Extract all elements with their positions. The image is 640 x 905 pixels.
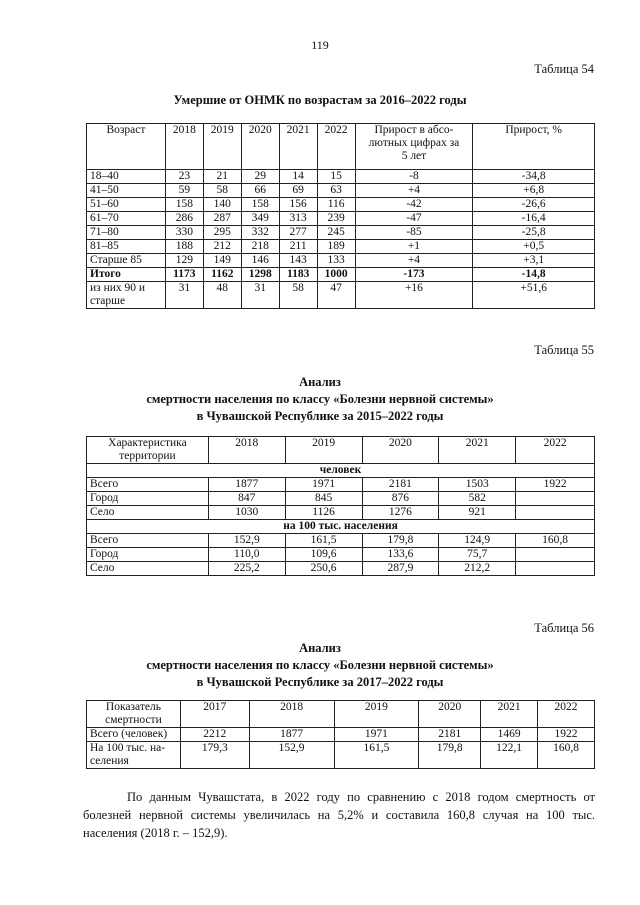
- cell: 1173: [165, 268, 203, 282]
- title-line: Анализ: [299, 375, 341, 389]
- cell: 81–85: [87, 240, 166, 254]
- table-55-label: Таблица 55: [534, 343, 594, 357]
- cell: 1030: [208, 506, 285, 520]
- cell: Всего (человек): [87, 728, 181, 742]
- cell: 110,0: [208, 548, 285, 562]
- table-55: [86, 436, 595, 576]
- cell: 129: [165, 254, 203, 268]
- cell: 63: [317, 184, 355, 198]
- table-54-header-row: [87, 124, 595, 170]
- cell: 140: [203, 198, 241, 212]
- header-cell: 2019: [285, 437, 362, 464]
- table-55-title: [0, 374, 640, 425]
- cell: 1298: [241, 268, 279, 282]
- cell: 277: [279, 226, 317, 240]
- table-row: [87, 548, 595, 562]
- table-row: [87, 562, 595, 576]
- cell: 21: [203, 170, 241, 184]
- cell: 876: [362, 492, 439, 506]
- header-cell: [87, 701, 181, 728]
- table-56-title: [0, 640, 640, 691]
- header-cell: 2022: [317, 124, 355, 170]
- cell: 250,6: [285, 562, 362, 576]
- header-cell: Прирост, %: [473, 124, 595, 170]
- header-cell-growth-abs: [355, 124, 473, 170]
- cell: 124,9: [439, 534, 516, 548]
- title-line: Анализ: [299, 641, 341, 655]
- header-line: Прирост в абсо-: [374, 124, 454, 136]
- cell: 152,9: [249, 742, 334, 769]
- title-line: смертности населения по классу «Болезни нервной системы»: [146, 658, 494, 672]
- cell: 23: [165, 170, 203, 184]
- cell: 161,5: [285, 534, 362, 548]
- title-line: смертности населения по классу «Болезни нервной системы»: [146, 392, 494, 406]
- cell: 133,6: [362, 548, 439, 562]
- header-cell: [87, 437, 209, 464]
- cell: 18–40: [87, 170, 166, 184]
- cell: 31: [165, 282, 203, 309]
- cell: 75,7: [439, 548, 516, 562]
- table-row: [87, 506, 595, 520]
- cell: +4: [355, 254, 473, 268]
- header-cell: 2022: [516, 437, 595, 464]
- header-cell: 2021: [481, 701, 538, 728]
- cell: 1971: [334, 728, 419, 742]
- table-row: [87, 212, 595, 226]
- header-cell: 2021: [439, 437, 516, 464]
- cell: 58: [279, 282, 317, 309]
- cell: -85: [355, 226, 473, 240]
- cell: 149: [203, 254, 241, 268]
- cell: 59: [165, 184, 203, 198]
- cell: 158: [165, 198, 203, 212]
- table-row: [87, 184, 595, 198]
- cell: [516, 506, 595, 520]
- cell-line: старше: [90, 295, 126, 307]
- header-line: смертности: [105, 714, 162, 726]
- header-cell: 2021: [279, 124, 317, 170]
- header-cell: 2019: [334, 701, 419, 728]
- cell: Город: [87, 548, 209, 562]
- cell: 287,9: [362, 562, 439, 576]
- cell: 66: [241, 184, 279, 198]
- cell: [516, 562, 595, 576]
- cell: 212: [203, 240, 241, 254]
- cell: 146: [241, 254, 279, 268]
- cell: 582: [439, 492, 516, 506]
- cell: -25,8: [473, 226, 595, 240]
- table-56: [86, 700, 595, 769]
- section-row: [87, 464, 595, 478]
- cell: +3,1: [473, 254, 595, 268]
- cell: 160,8: [516, 534, 595, 548]
- cell: [516, 548, 595, 562]
- cell-line: из них 90 и: [90, 282, 146, 294]
- table-row: [87, 226, 595, 240]
- table-row: [87, 492, 595, 506]
- table-54: [86, 123, 595, 309]
- cell: 921: [439, 506, 516, 520]
- cell: 225,2: [208, 562, 285, 576]
- table-row: [87, 170, 595, 184]
- section-label: на 100 тыс. населения: [87, 520, 595, 534]
- cell: 2212: [180, 728, 249, 742]
- header-cell: 2022: [538, 701, 595, 728]
- cell: Итого: [87, 268, 166, 282]
- cell: -42: [355, 198, 473, 212]
- cell: 29: [241, 170, 279, 184]
- cell: +4: [355, 184, 473, 198]
- cell: -14,8: [473, 268, 595, 282]
- cell: 109,6: [285, 548, 362, 562]
- section-row: [87, 520, 595, 534]
- header-cell: 2020: [362, 437, 439, 464]
- title-line: в Чувашской Республике за 2017–2022 годы: [196, 675, 444, 689]
- cell: Село: [87, 562, 209, 576]
- cell: 1922: [516, 478, 595, 492]
- cell: 211: [279, 240, 317, 254]
- table-row: [87, 198, 595, 212]
- cell: 31: [241, 282, 279, 309]
- cell: Старше 85: [87, 254, 166, 268]
- cell: -47: [355, 212, 473, 226]
- header-line: Показатель: [105, 701, 161, 713]
- table-54-title: Умершие от ОНМК по возрастам за 2016–2022 годы: [173, 93, 467, 107]
- cell: 188: [165, 240, 203, 254]
- cell: 1922: [538, 728, 595, 742]
- table-row: [87, 728, 595, 742]
- cell: 2181: [419, 728, 481, 742]
- cell: [516, 492, 595, 506]
- cell: 51–60: [87, 198, 166, 212]
- header-cell: 2018: [208, 437, 285, 464]
- cell: -26,6: [473, 198, 595, 212]
- cell: 179,3: [180, 742, 249, 769]
- cell: Всего: [87, 534, 209, 548]
- cell: +51,6: [473, 282, 595, 309]
- cell: Село: [87, 506, 209, 520]
- header-cell: 2017: [180, 701, 249, 728]
- cell: Всего: [87, 478, 209, 492]
- cell: 295: [203, 226, 241, 240]
- header-line: территории: [119, 450, 176, 462]
- cell: 48: [203, 282, 241, 309]
- cell: 218: [241, 240, 279, 254]
- table-54-label: Таблица 54: [534, 62, 594, 76]
- header-cell: 2019: [203, 124, 241, 170]
- cell: 1469: [481, 728, 538, 742]
- cell: 330: [165, 226, 203, 240]
- header-line: Характеристика: [108, 437, 187, 449]
- header-cell: 2020: [419, 701, 481, 728]
- table-row: [87, 478, 595, 492]
- page-number: 119: [311, 38, 329, 52]
- cell: 15: [317, 170, 355, 184]
- table-56-label: Таблица 56: [534, 621, 594, 635]
- cell: 845: [285, 492, 362, 506]
- cell: 179,8: [362, 534, 439, 548]
- cell: 349: [241, 212, 279, 226]
- header-cell: 2020: [241, 124, 279, 170]
- table-row: [87, 254, 595, 268]
- cell: 1183: [279, 268, 317, 282]
- cell: 313: [279, 212, 317, 226]
- table-row: [87, 282, 595, 309]
- cell: 245: [317, 226, 355, 240]
- cell: 212,2: [439, 562, 516, 576]
- header-line: 5 лет: [401, 150, 427, 162]
- cell: 239: [317, 212, 355, 226]
- cell: 161,5: [334, 742, 419, 769]
- cell: 47: [317, 282, 355, 309]
- cell: 152,9: [208, 534, 285, 548]
- cell: 286: [165, 212, 203, 226]
- cell: -8: [355, 170, 473, 184]
- cell: 1503: [439, 478, 516, 492]
- cell: 160,8: [538, 742, 595, 769]
- cell: -34,8: [473, 170, 595, 184]
- cell: 1877: [208, 478, 285, 492]
- cell: 58: [203, 184, 241, 198]
- title-line: в Чувашской Республике за 2015–2022 годы: [196, 409, 444, 423]
- total-row: [87, 268, 595, 282]
- cell: 1276: [362, 506, 439, 520]
- table-55-header-row: [87, 437, 595, 464]
- paragraph-text: По данным Чувашстата, в 2022 году по сравнению с 2018 годом смертность от болезней нервной системы увеличилась на 5,2% и составила 160,8 случая на 100 тыс. населения (2018 г. – 152,9).: [83, 790, 595, 840]
- header-cell: 2018: [165, 124, 203, 170]
- cell: 2181: [362, 478, 439, 492]
- table-56-header-row: [87, 701, 595, 728]
- summary-paragraph: [83, 788, 595, 842]
- cell: 287: [203, 212, 241, 226]
- cell: 1162: [203, 268, 241, 282]
- cell: 133: [317, 254, 355, 268]
- cell: 1971: [285, 478, 362, 492]
- cell-line: На 100 тыс. на-: [90, 742, 166, 754]
- header-line: лютных цифрах за: [368, 137, 460, 149]
- table-row: [87, 534, 595, 548]
- cell: +16: [355, 282, 473, 309]
- cell: 71–80: [87, 226, 166, 240]
- cell: 143: [279, 254, 317, 268]
- cell: [87, 742, 181, 769]
- section-label: человек: [87, 464, 595, 478]
- cell: 69: [279, 184, 317, 198]
- cell: -16,4: [473, 212, 595, 226]
- table-row: [87, 742, 595, 769]
- cell: 179,8: [419, 742, 481, 769]
- header-cell: Возраст: [87, 124, 166, 170]
- cell: 122,1: [481, 742, 538, 769]
- cell: 1126: [285, 506, 362, 520]
- cell: 61–70: [87, 212, 166, 226]
- cell: 156: [279, 198, 317, 212]
- cell: 14: [279, 170, 317, 184]
- cell: +1: [355, 240, 473, 254]
- header-cell: 2018: [249, 701, 334, 728]
- cell: Город: [87, 492, 209, 506]
- table-row: [87, 240, 595, 254]
- cell: +6,8: [473, 184, 595, 198]
- cell: 158: [241, 198, 279, 212]
- cell: 1877: [249, 728, 334, 742]
- cell: 116: [317, 198, 355, 212]
- cell: 847: [208, 492, 285, 506]
- cell: -173: [355, 268, 473, 282]
- cell: +0,5: [473, 240, 595, 254]
- cell: 332: [241, 226, 279, 240]
- cell: 189: [317, 240, 355, 254]
- cell: 41–50: [87, 184, 166, 198]
- cell: 1000: [317, 268, 355, 282]
- cell-line: селения: [90, 755, 129, 767]
- cell: [87, 282, 166, 309]
